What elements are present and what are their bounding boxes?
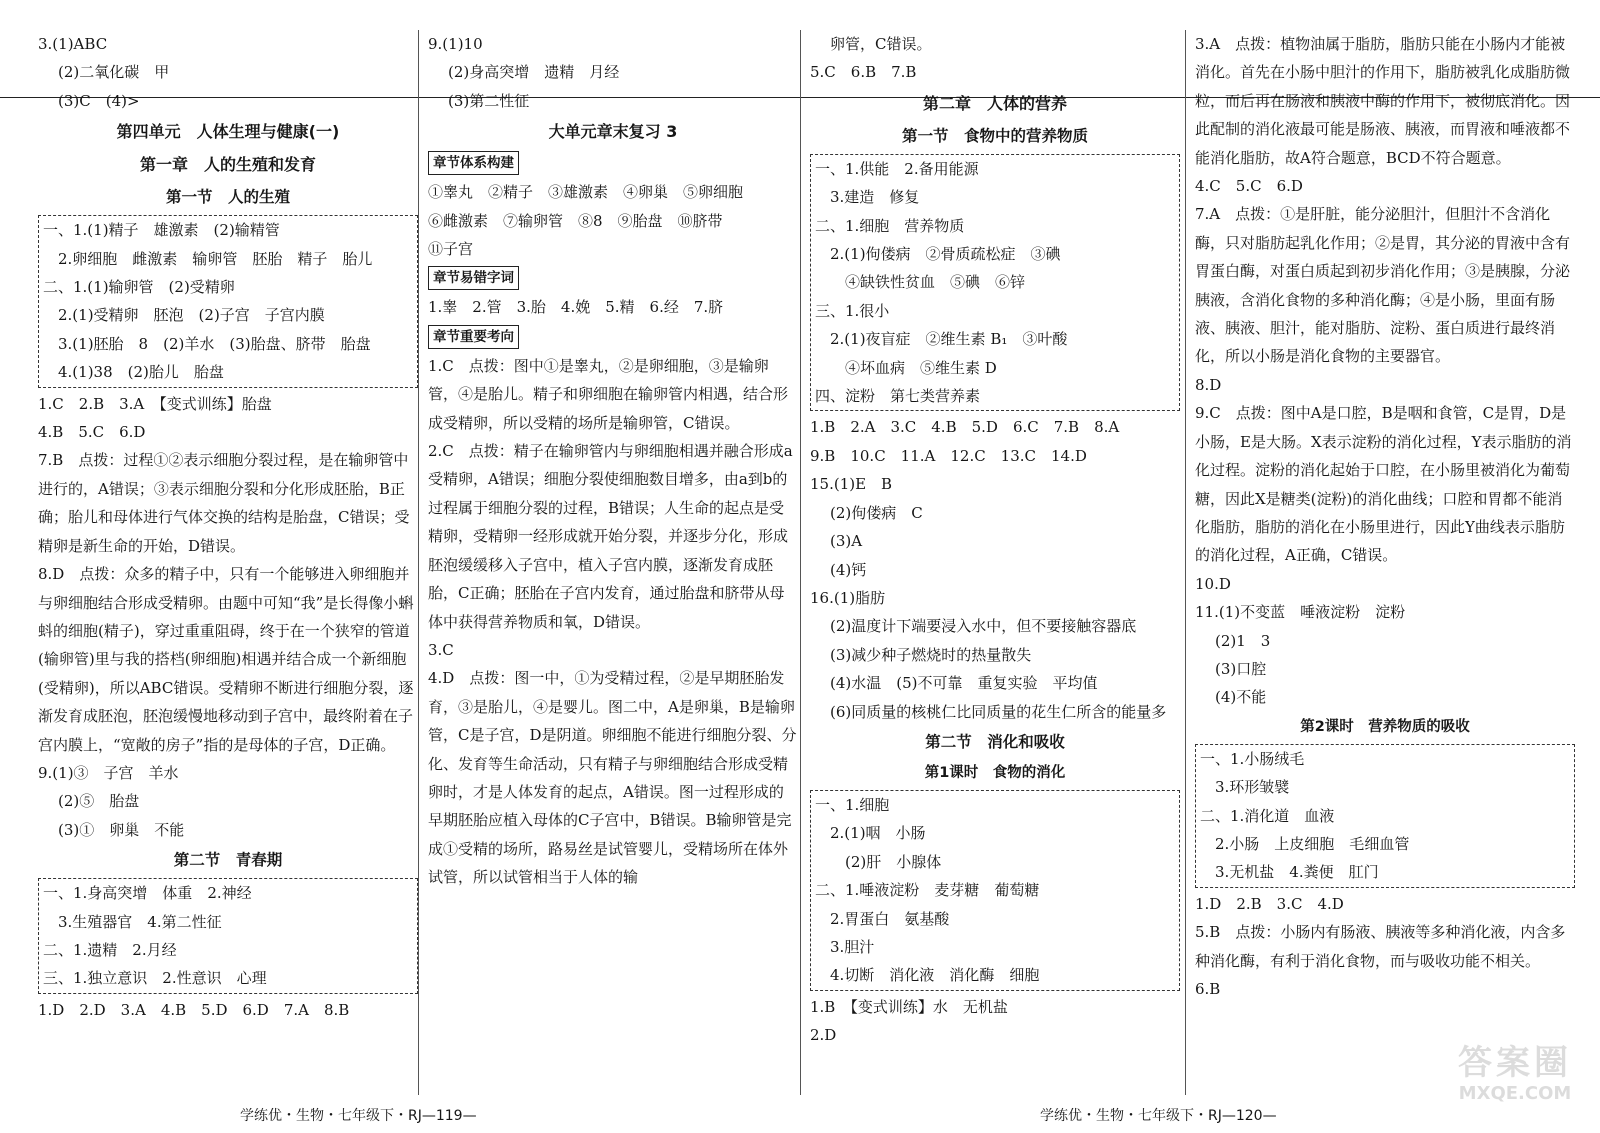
answer-line: 3.(1)ABC (38, 35, 108, 53)
answer-line: 2.C 点拨：精子在输卵管内与卵细胞相遇并融合形成a受精卵，A错误；细胞分裂使细胞数目增多，由a到b的过程属于细胞分裂的过程，B错误；人生命的起点是受精卵，受精卵一经形成就开始分裂，并逐步分化，形成胚泡缓缓移入子宫中，植入子宫内膜，逐渐发育成胚胎，C正确；胚胎在子宫内发育，通过胎盘和脐带从母体中获得营养物质和氧，D错误。 (428, 442, 793, 631)
answer-line: (3)① 卵巢 不能 (58, 820, 185, 839)
answer-line: 9.(1)③ 子宫 羊水 (38, 763, 179, 782)
box-line: 二、1.唾液淀粉 麦芽糖 葡萄糖 (815, 881, 1040, 900)
box-line: ④坏血病 ⑤维生素 D (815, 358, 997, 377)
section-tag: 章节体系构建 (428, 151, 519, 175)
box-line: (2)肝 小腺体 (815, 852, 942, 871)
answer-line: 5.C 6.B 7.B (810, 63, 917, 82)
watermark-text: 答案圈 (1458, 1043, 1572, 1083)
box-line: 2.(1)咽 小肠 (815, 824, 926, 843)
answer-line: 1.C 2.B 3.A 【变式训练】胎盘 (38, 394, 272, 413)
section-tag: 章节易错字词 (428, 266, 519, 290)
answer-line: (4)钙 (830, 560, 867, 579)
watermark-url: MXQE.COM (1458, 1083, 1572, 1104)
knowledge-box (38, 878, 418, 994)
answer-line: (2)佝偻病 C (830, 503, 923, 522)
box-line: 3.(1)胚胎 8 (2)羊水 (3)胎盘、脐带 胎盘 (43, 334, 371, 353)
section-heading: 第二节 青春期 (173, 851, 283, 870)
knowledge-box (1195, 744, 1575, 888)
section-heading: 第二节 消化和吸收 (925, 732, 1065, 751)
answer-line: (3)A (830, 532, 863, 551)
box-line: 3.建造 修复 (815, 188, 920, 207)
answer-line: 11.(1)不变蓝 唾液淀粉 淀粉 (1195, 603, 1406, 622)
box-line: 3.无机盐 4.粪便 肛门 (1200, 863, 1379, 882)
answer-line: 3.A 点拨：植物油属于脂肪，脂肪只能在小肠内才能被消化。首先在小肠中胆汁的作用下，脂肪被乳化成脂肪微粒，而后再在肠液和胰液中酶的作用下，被彻底消化。因此配制的消化液最可能是肠液、胰液，而胃液和唾液都不能消化脂肪，故A符合题意，BCD不符合题意。 (1195, 35, 1571, 167)
box-line: 4.切断 消化液 消化酶 细胞 (815, 966, 1040, 985)
section-heading: 第一节 食物中的营养物质 (901, 126, 1088, 145)
section-heading: 第二章 人体的营养 (922, 93, 1067, 113)
answer-column-4 (1195, 30, 1575, 1003)
box-line: 二、1.消化道 血液 (1200, 806, 1335, 825)
column-divider (418, 30, 419, 1095)
answer-line: (2)⑤ 胎盘 (58, 792, 140, 811)
answer-line: 2.D (810, 1026, 837, 1045)
answer-line: 1.睾 2.管 3.胎 4.娩 5.精 6.经 7.脐 (428, 298, 724, 317)
box-line: 四、淀粉 第七类营养素 (815, 387, 981, 406)
answer-line: (2)1 3 (1215, 631, 1271, 650)
answer-line: 3.C (428, 640, 454, 659)
answer-line: 1.D 2.B 3.C 4.D (1195, 894, 1344, 913)
answer-line: 16.(1)脂肪 (810, 588, 886, 607)
box-line: 一、1.小肠绒毛 (1200, 749, 1305, 768)
box-line: ④缺铁性贫血 ⑤碘 ⑥锌 (815, 273, 1026, 292)
answer-line: 4.D 点拨：图一中，①为受精过程，②是早期胚胎发育，③是胎儿，④是婴儿。图二中，A是卵巢，B是输卵管，C是子宫，D是阴道。卵细胞不能进行细胞分裂、分化、发育等生命活动，只有精子与卵细胞结合形成受精卵时，才是人体发育的起点，A错误。图一过程形成的早期胚胎应植入母体的C子宫中，B错误。B输卵管是完成①受精的场所，路易丝是试管婴儿，受精场所在体外试管，所以试管相当于人体的输 (428, 669, 797, 887)
section-heading: 第2课时 营养物质的吸收 (1300, 718, 1470, 735)
answer-line: ①睾丸 ②精子 ③雄激素 ④卵巢 ⑤卵细胞 (428, 183, 744, 202)
answer-line: 4.C 5.C 6.D (1195, 177, 1303, 196)
box-line: 3.胆汁 (815, 937, 875, 956)
box-line: 二、1.遗精 2.月经 (43, 940, 177, 959)
answer-line: 6.B (1195, 980, 1221, 998)
answer-line: (2)身高突增 遗精 月经 (448, 63, 620, 82)
answer-column-3 (810, 30, 1180, 1050)
box-line: 2.(1)受精卵 胚泡 (2)子宫 子宫内膜 (43, 306, 325, 325)
section-heading: 第1课时 食物的消化 (924, 764, 1066, 781)
answer-line: (3)口腔 (1215, 659, 1267, 678)
answer-line: (2)二氧化碳 甲 (58, 63, 170, 82)
box-line: 2.卵细胞 雌激素 输卵管 胚胎 精子 胎儿 (43, 249, 373, 268)
section-tag: 章节重要考向 (428, 325, 519, 349)
box-line: 三、1.很小 (815, 301, 890, 320)
page-footer-right: 学练优・生物・七年级下・RJ—120— (1040, 1108, 1277, 1124)
answer-line: ⑪子宫 (428, 240, 474, 259)
answer-line: (6)同质量的核桃仁比同质量的花生仁所含的能量多 (830, 702, 1167, 721)
section-heading: 第四单元 人体生理与健康(一) (116, 122, 340, 142)
answer-line: 1.B 【变式训练】水 无机盐 (810, 997, 1008, 1016)
answer-line: 7.B 点拨：过程①②表示细胞分裂过程，是在输卵管中进行的，A错误；③表示细胞分裂和分化形成胚胎，B正确；胎儿和母体进行气体交换的结构是胎盘，C错误；受精卵是新生命的开始，D错误。 (38, 451, 410, 555)
answer-line: 15.(1)E B (810, 475, 893, 494)
answer-line: ⑥雌激素 ⑦输卵管 ⑧8 ⑨胎盘 ⑩脐带 (428, 211, 723, 230)
box-line: 一、1.供能 2.备用能源 (815, 159, 979, 178)
answer-line: (3)C (4)> (58, 91, 140, 110)
answer-line: (4)不能 (1215, 688, 1267, 707)
answer-line: 1.D 2.D 3.A 4.B 5.D 6.D 7.A 8.B (38, 1000, 350, 1019)
answer-line: 9.C 点拨：图中A是口腔，B是咽和食管，C是胃，D是小肠，E是大肠。X表示淀粉的消化过程，Y表示脂肪的消化过程。淀粉的消化起始于口腔，在小肠里被消化为葡萄糖，因此X是糖类(淀粉)的消化曲线；口腔和胃都不能消化脂肪，脂肪的消化在小肠里进行，因此Y曲线表示脂肪的消化过程，A正确，C错误。 (1195, 404, 1572, 565)
box-line: 2.小肠 上皮细胞 毛细血管 (1200, 834, 1410, 853)
answer-line: 9.(1)10 (428, 35, 483, 53)
watermark-logo (1440, 1043, 1590, 1123)
answer-column-1 (38, 30, 418, 1024)
box-line: 一、1.(1)精子 雄激素 (2)输精管 (43, 221, 280, 240)
answer-line: 7.A 点拨：①是肝脏，能分泌胆汁，但胆汁不含消化酶，只对脂肪起乳化作用；②是胃，其分泌的胃液中含有胃蛋白酶，对蛋白质起到初步消化作用；③是胰腺，分泌胰液，含消化食物的多种消化酶；④是小肠，里面有肠液、胰液、胆汁，能对脂肪、淀粉、蛋白质进行最终消化，所以小肠是消化食物的主要器官。 (1195, 205, 1571, 366)
answer-line: 8.D 点拨：众多的精子中，只有一个能够进入卵细胞并与卵细胞结合形成受精卵。由题中可知“我”是长得像小蝌蚪的细胞(精子)，穿过重重阻碍，终于在一个狭窄的管道(输卵管)里与我的搭档(卵细胞)相遇并结合成一个新细胞(受精卵)，所以ABC错误。受精卵不断进行细胞分裂，逐渐发育成胚泡，胚泡缓慢地移动到子宫中，最终附着在子宫内膜上，“宽敞的房子”指的是母体的子宫，D正确。 (38, 565, 414, 754)
answer-line: 5.B 点拨：小肠内有肠液、胰液等多种消化液，内含多种消化酶，有利于消化食物，而与吸收功能不相关。 (1195, 923, 1566, 970)
answer-line: (3)减少种子燃烧时的热量散失 (830, 645, 1032, 664)
box-line: 3.环形皱襞 (1200, 778, 1290, 797)
answer-column-2 (428, 30, 798, 892)
box-line: 2.(1)夜盲症 ②维生素 B₁ ③叶酸 (815, 330, 1068, 349)
page-footer-left: 学练优・生物・七年级下・RJ—119— (240, 1108, 477, 1124)
knowledge-box (810, 154, 1180, 412)
box-line: 二、1.(1)输卵管 (2)受精卵 (43, 278, 235, 297)
answer-line: 8.D (1195, 375, 1222, 394)
page-divider (800, 30, 801, 1095)
box-line: 一、1.细胞 (815, 795, 890, 814)
answer-line: (4)水温 (5)不可靠 重复实验 平均值 (830, 674, 1098, 693)
column-divider (1185, 30, 1186, 1095)
answer-line: 卵管，C错误。 (830, 35, 932, 53)
knowledge-box (810, 790, 1180, 991)
section-heading: 第一章 人的生殖和发育 (139, 155, 316, 175)
box-line: 4.(1)38 (2)胎儿 胎盘 (43, 363, 224, 382)
answer-line: (3)第二性征 (448, 91, 530, 110)
box-line: 一、1.身高突增 体重 2.神经 (43, 884, 252, 903)
box-line: 二、1.细胞 营养物质 (815, 216, 965, 235)
answer-line: 4.B 5.C 6.D (38, 423, 146, 442)
knowledge-box (38, 215, 418, 387)
section-heading: 第一节 人的生殖 (165, 188, 290, 207)
answer-line: 10.D (1195, 574, 1231, 593)
box-line: 三、1.独立意识 2.性意识 心理 (43, 969, 267, 988)
answer-line: 1.C 点拨：图中①是睾丸，②是卵细胞，③是输卵管，④是胎儿。精子和卵细胞在输卵管内相遇，结合形成受精卵，所以受精的场所是输卵管，C错误。 (428, 356, 789, 432)
box-line: 3.生殖器官 4.第二性征 (43, 912, 222, 931)
answer-line: 1.B 2.A 3.C 4.B 5.D 6.C 7.B 8.A (810, 418, 1120, 437)
box-line: 2.胃蛋白 氨基酸 (815, 909, 950, 928)
section-heading: 大单元章末复习 3 (548, 122, 678, 142)
box-line: 2.(1)佝偻病 ②骨质疏松症 ③碘 (815, 245, 1061, 264)
answer-line: 9.B 10.C 11.A 12.C 13.C 14.D (810, 446, 1087, 465)
answer-line: (2)温度计下端要浸入水中，但不要接触容器底 (830, 617, 1137, 636)
